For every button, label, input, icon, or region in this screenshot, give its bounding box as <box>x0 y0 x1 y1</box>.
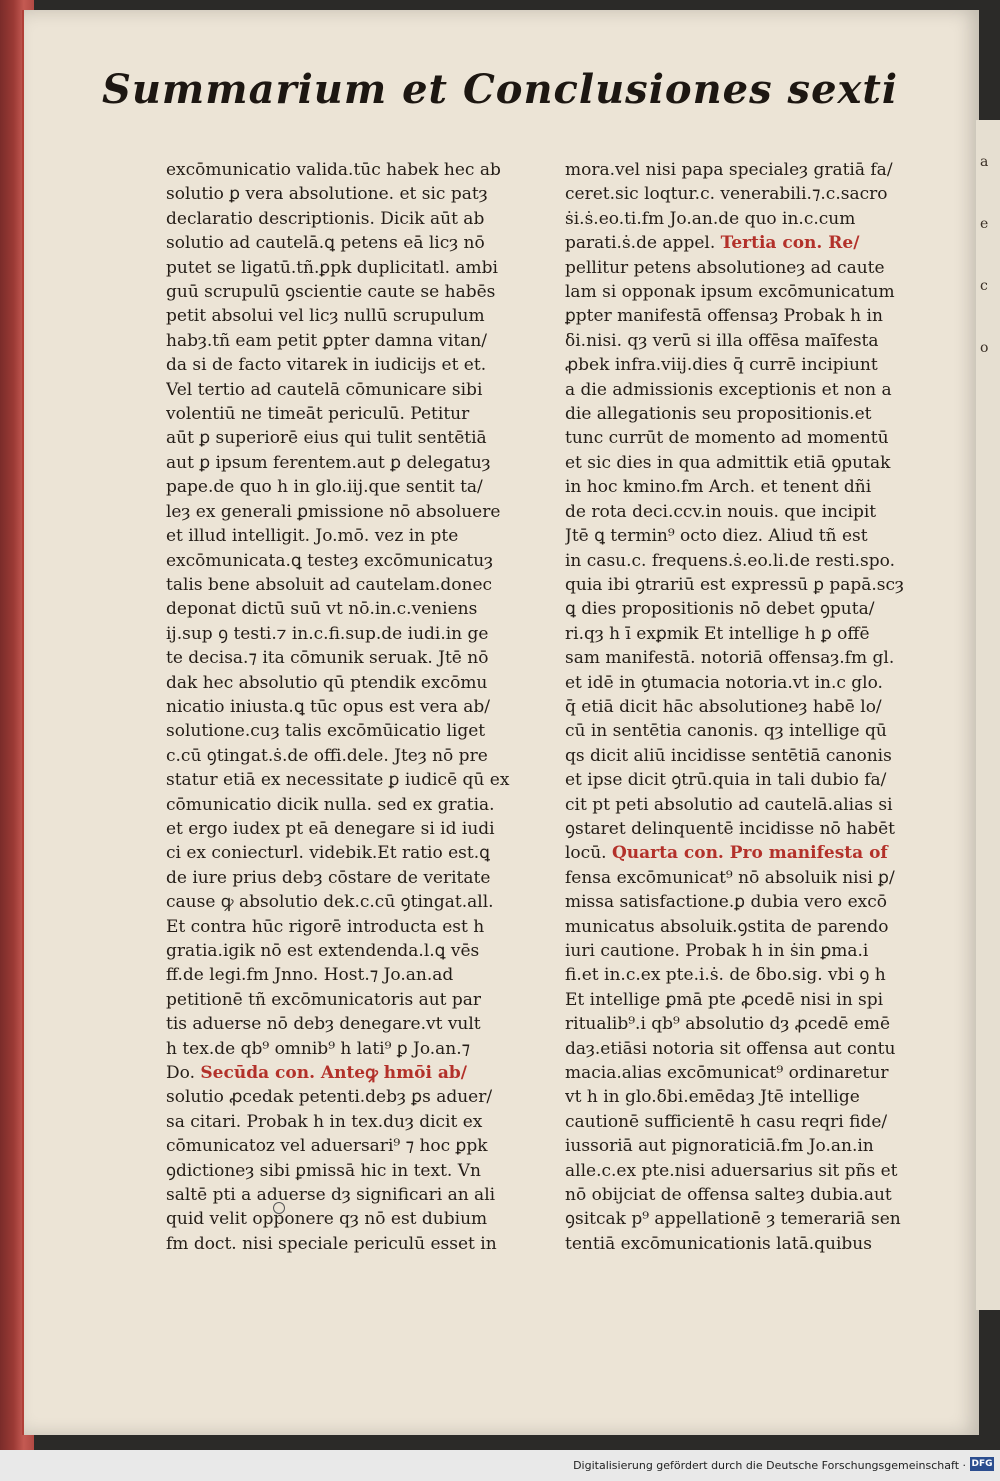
line-text: Et intellige ꝑmā pte ꝓcedē nisi in spi <box>565 989 884 1010</box>
line-text: cōmunicatoz vel aduersari⁹ ⁊ hoc ꝑpk <box>166 1136 488 1157</box>
line-text: ritualib⁹.i qb⁹ absolutio dȝ ꝓcedē emē <box>565 1014 891 1035</box>
line-text: solutio ꝑ vera absolutione. et sic patȝ <box>166 184 488 205</box>
line-text: putet se ligatū.tñ.ꝑpk duplicitatl. ambi <box>166 257 498 278</box>
line-text: excōmunicatio valida.tūc habek hec ab <box>166 160 501 180</box>
text-line <box>565 1134 910 1158</box>
line-text: gratia.igik nō est extendenda.l.ꝗ vēs <box>166 941 480 961</box>
text-line <box>565 1159 910 1183</box>
line-text: missa satisfactione.ꝑ dubia vero excō <box>565 892 887 913</box>
line-text: in casu.c. frequens.ṡ.eo.li.de resti.spo. <box>565 550 895 571</box>
line-text: iussoriā aut pignoraticiā.fm Jo.an.in <box>565 1136 874 1157</box>
line-text: daȝ.etiāsi notoria sit offensa aut contu <box>565 1038 896 1059</box>
line-text: cautionē sufficientē h casu reqri fide/ <box>565 1111 888 1132</box>
line-text: Et contra hūc rigorē introducta est h <box>166 916 485 937</box>
line-text: solutio ad cautelā.ꝗ petens eā licȝ nō <box>166 233 485 254</box>
line-text: cū in sentētia canonis. qȝ intellige qū <box>565 721 887 742</box>
line-text: in hoc kmino.fm Arch. et tenent dñi <box>565 477 872 498</box>
text-line <box>565 817 910 841</box>
text-line <box>166 768 516 792</box>
footer-text: Digitalisierung gefördert durch die Deutsche Forschungsgemeinschaft · <box>573 1459 966 1472</box>
text-line <box>565 915 910 939</box>
text-line <box>565 841 910 865</box>
text-line <box>565 1037 910 1061</box>
text-line <box>565 1183 910 1207</box>
line-text: ri.qȝ h ī exꝑmik Et intellige h ꝑ offē <box>565 623 870 644</box>
text-line <box>166 353 516 377</box>
line-text: c.cū ꝯtingat.ṡ.de offi.dele. Jteȝ nō pre <box>166 745 488 766</box>
text-line <box>166 573 516 597</box>
text-line <box>166 402 516 426</box>
text-line <box>565 866 910 890</box>
line-text: parati.ṡ.de appel. <box>565 233 716 254</box>
text-line <box>166 866 516 890</box>
text-line <box>166 1085 516 1109</box>
text-line <box>565 988 910 1012</box>
line-text: ij.sup ꝯ testi.⁊ in.c.fi.sup.de iudi.in ge <box>166 623 489 644</box>
text-line <box>166 500 516 524</box>
text-line <box>166 915 516 939</box>
line-text: tentiā excōmunicationis latā.quibus <box>565 1233 872 1254</box>
line-text: et sic dies in qua admittik etiā ꝯputak <box>565 452 891 473</box>
line-text: dak hec absolutio qū ptendik excōmu <box>166 672 488 693</box>
line-text: fm doct. nisi speciale periculū esset in <box>166 1233 497 1254</box>
line-text: solutio ꝓcedak petenti.debȝ ꝑs aduer/ <box>166 1087 493 1108</box>
text-line <box>166 256 516 280</box>
line-text: a die admissionis exceptionis et non a <box>565 379 892 400</box>
line-text: sam manifestā. notoriā offensaȝ.fm gl. <box>565 648 895 669</box>
text-line <box>565 1085 910 1109</box>
text-line <box>166 524 516 548</box>
text-line <box>166 622 516 646</box>
text-line <box>166 231 516 255</box>
line-text: volentiū ne timeāt periculū. Petitur <box>166 404 470 425</box>
text-line <box>166 378 516 402</box>
rubric-text: Secūda con. Anteꝙ hmōi ab/ <box>200 1063 467 1084</box>
text-line <box>166 841 516 865</box>
text-line <box>565 1207 910 1231</box>
line-text: fensa excōmunicat⁹ nō absoluik nisi ꝑ/ <box>565 867 895 888</box>
text-line <box>565 182 910 206</box>
line-text: nō obijciat de offensa salteȝ dubia.aut <box>565 1185 892 1206</box>
line-text: lam si opponak ipsum excōmunicatum <box>565 282 895 303</box>
text-line <box>166 1134 516 1158</box>
text-line <box>166 1061 516 1085</box>
line-text: mora.vel nisi papa specialeȝ gratiā fa/ <box>565 160 893 180</box>
text-line <box>166 182 516 206</box>
line-text: pellitur petens absolutioneȝ ad caute <box>565 257 885 278</box>
line-text: nicatio iniusta.ꝗ tūc opus est vera ab/ <box>166 696 491 717</box>
footer-bar <box>0 1450 1000 1481</box>
text-line <box>565 353 910 377</box>
line-text: pape.de quo h in glo.iij.que sentit ta/ <box>166 477 483 498</box>
line-text: quid velit opponere qȝ nō est dubium <box>166 1209 488 1230</box>
line-text: da si de facto vitarek in iudicijs et et. <box>166 355 487 376</box>
text-line <box>565 304 910 328</box>
text-line <box>565 695 910 719</box>
text-line <box>565 1110 910 1134</box>
line-text: declaratio descriptionis. Dicik aūt ab <box>166 208 485 229</box>
text-line <box>565 671 910 695</box>
text-line <box>166 304 516 328</box>
line-text: et ipse dicit ꝯtrū.quia in tali dubio fa/ <box>565 770 887 791</box>
text-line <box>166 329 516 353</box>
line-text: tis aduerse nō debȝ denegare.vt vult <box>166 1014 481 1035</box>
text-line <box>166 475 516 499</box>
text-line <box>565 719 910 743</box>
line-text: macia.alias excōmunicat⁹ ordinaretur <box>565 1063 889 1084</box>
line-text: ẟi.nisi. qȝ verū si illa offēsa maīfesta <box>565 330 879 351</box>
line-text: q̄ etiā dicit hāc absolutioneȝ habē lo/ <box>565 696 882 717</box>
text-line <box>565 890 910 914</box>
text-line <box>166 646 516 670</box>
line-text: ṡi.ṡ.eo.ti.fm Jo.an.de quo in.c.cum <box>565 208 856 229</box>
line-text: ꝯdictioneȝ sibi ꝑmissā hic in text. Vn <box>166 1160 481 1181</box>
text-line <box>565 597 910 621</box>
text-line <box>565 500 910 524</box>
line-text: die allegationis seu propositionis.et <box>565 404 872 425</box>
line-text: qs dicit aliū incidisse sentētiā canonis <box>565 745 892 766</box>
text-line <box>166 793 516 817</box>
line-text: cause ꝙ absolutio dek.c.cū ꝯtingat.all. <box>166 892 494 913</box>
line-text: Do. <box>166 1063 195 1084</box>
text-line <box>565 451 910 475</box>
line-text: locū. <box>565 843 607 864</box>
text-line <box>565 475 910 499</box>
line-text: ꝯstaret delinquentē incidisse nō habēt <box>565 818 896 839</box>
text-line <box>565 207 910 231</box>
text-line <box>565 329 910 353</box>
text-line <box>166 719 516 743</box>
line-text: saltē pti a aduerse dȝ significari an ali <box>166 1185 496 1206</box>
text-line <box>565 158 910 182</box>
text-line <box>565 378 910 402</box>
paper-mark <box>273 1202 285 1214</box>
text-line <box>166 890 516 914</box>
text-line <box>565 622 910 646</box>
rubric-text: Quarta con. Pro manifesta of <box>611 843 888 864</box>
text-line <box>166 1232 516 1256</box>
line-text: statur etiā ex necessitate ꝑ iudicē qū ex <box>166 770 510 791</box>
text-line <box>565 1061 910 1085</box>
line-text: ꝓbek infra.viij.dies q̄ currē incipiunt <box>565 355 878 376</box>
text-line <box>166 597 516 621</box>
text-line <box>166 817 516 841</box>
text-line <box>166 1207 516 1231</box>
line-text: leȝ ex generali ꝑmissione nō absoluere <box>166 501 501 522</box>
line-text: habȝ.tñ eam petit ꝑpter damna vitan/ <box>166 330 487 351</box>
text-line <box>166 207 516 231</box>
text-line <box>166 158 516 182</box>
line-text: ceret.sic loqtur.c. venerabili.⁊.c.sacro <box>565 184 888 205</box>
text-line <box>565 231 910 255</box>
text-line <box>565 256 910 280</box>
text-line <box>166 695 516 719</box>
text-line <box>166 939 516 963</box>
line-text: et idē in ꝯtumacia notoria.vt in.c glo. <box>565 672 883 693</box>
line-text: Jtē ꝗ termin⁹ octo diez. Aliud tñ est <box>565 526 868 547</box>
text-line <box>166 988 516 1012</box>
text-line <box>166 963 516 987</box>
line-text: petit absolui vel licȝ nullū scrupulum <box>166 306 485 327</box>
line-text: aut ꝑ ipsum ferentem.aut ꝑ delegatuȝ <box>166 452 491 473</box>
line-text: fi.et in.c.ex pte.i.ṡ. de ẟbo.sig. vbi ꝯ h <box>565 965 886 986</box>
line-text: sa citari. Probak h in tex.duȝ dicit ex <box>166 1111 483 1132</box>
text-line <box>166 1183 516 1207</box>
text-line <box>166 549 516 573</box>
line-text: deponat dictū suū vt nō.in.c.veniens <box>166 599 478 620</box>
text-line <box>166 426 516 450</box>
line-text: ff.de legi.fm Jnno. Host.⁊ Jo.an.ad <box>166 965 454 986</box>
line-text: ꝗ dies propositionis nō debet ꝯputa/ <box>565 599 875 620</box>
page-title: Summarium et Conclusiones sexti <box>101 66 899 113</box>
line-text: aūt ꝑ superiorē eius qui tulit sentētiā <box>166 428 487 449</box>
text-line <box>565 402 910 426</box>
next-page-edge: a e c o <box>976 120 1000 1310</box>
text-line <box>565 646 910 670</box>
line-text: petitionē tñ excōmunicatoris aut par <box>166 989 482 1010</box>
text-line <box>565 744 910 768</box>
line-text: vt h in glo.ẟbi.emēdaȝ Jtē intellige <box>565 1087 860 1108</box>
line-text: de iure prius debȝ cōstare de veritate <box>166 867 491 888</box>
line-text: tunc currūt de momento ad momentū <box>565 428 889 449</box>
line-text: iuri cautione. Probak h in ṡin ꝑma.i <box>565 941 869 961</box>
line-text: te decisa.⁊ ita cōmunik seruak. Jtē nō <box>166 648 489 669</box>
line-text: et illud intelligit. Jo.mō. vez in pte <box>166 526 459 547</box>
rubric-text: Tertia con. Re/ <box>720 233 860 254</box>
text-line <box>565 939 910 963</box>
line-text: excōmunicata.ꝗ testeȝ excōmunicatuȝ <box>166 550 494 571</box>
text-line <box>565 524 910 548</box>
right-column <box>565 158 910 1256</box>
text-line <box>166 744 516 768</box>
text-line <box>565 573 910 597</box>
dfg-logo: DFG <box>971 1459 993 1469</box>
text-line <box>166 280 516 304</box>
line-text: cit pt peti absolutio ad cautelā.alias si <box>565 794 893 815</box>
text-line <box>565 280 910 304</box>
line-text: talis bene absoluit ad cautelam.donec <box>166 574 493 595</box>
text-line <box>565 1232 910 1256</box>
line-text: de rota deci.ccv.in nouis. que incipit <box>565 501 877 522</box>
line-text: quia ibi ꝯtrariū est expressū ꝑ papā.scȝ <box>565 574 904 595</box>
line-text: ꝯsitcak p⁹ appellationē ȝ temerariā sen <box>565 1209 901 1230</box>
text-line <box>565 793 910 817</box>
line-text: Vel tertio ad cautelā cōmunicare sibi <box>166 379 483 400</box>
line-text: et ergo iudex pt eā denegare si id iudi <box>166 818 495 839</box>
line-text: solutione.cuȝ talis excōmūicatio liget <box>166 721 486 742</box>
text-line <box>166 1037 516 1061</box>
line-text: guū scrupulū ꝯscientie caute se habēs <box>166 282 496 303</box>
line-text: municatus absoluik.ꝯstita de parendo <box>565 916 889 937</box>
line-text: ꝑpter manifestā offensaȝ Probak h in <box>565 306 883 327</box>
text-line <box>166 671 516 695</box>
line-text: h tex.de qb⁹ omnib⁹ h lati⁹ ꝑ Jo.an.⁊ <box>166 1038 471 1059</box>
text-line <box>166 1159 516 1183</box>
text-line <box>565 768 910 792</box>
text-line <box>166 451 516 475</box>
text-line <box>166 1110 516 1134</box>
line-text: cōmunicatio dicik nulla. sed ex gratia. <box>166 794 495 815</box>
text-line <box>565 1012 910 1036</box>
left-column <box>166 158 516 1256</box>
text-line <box>166 1012 516 1036</box>
text-line <box>565 426 910 450</box>
text-line <box>565 963 910 987</box>
line-text: ci ex coniecturl. videbik.Et ratio est.ꝗ <box>166 843 490 864</box>
line-text: alle.c.ex pte.nisi aduersarius sit pñs et <box>565 1160 898 1181</box>
text-line <box>565 549 910 573</box>
